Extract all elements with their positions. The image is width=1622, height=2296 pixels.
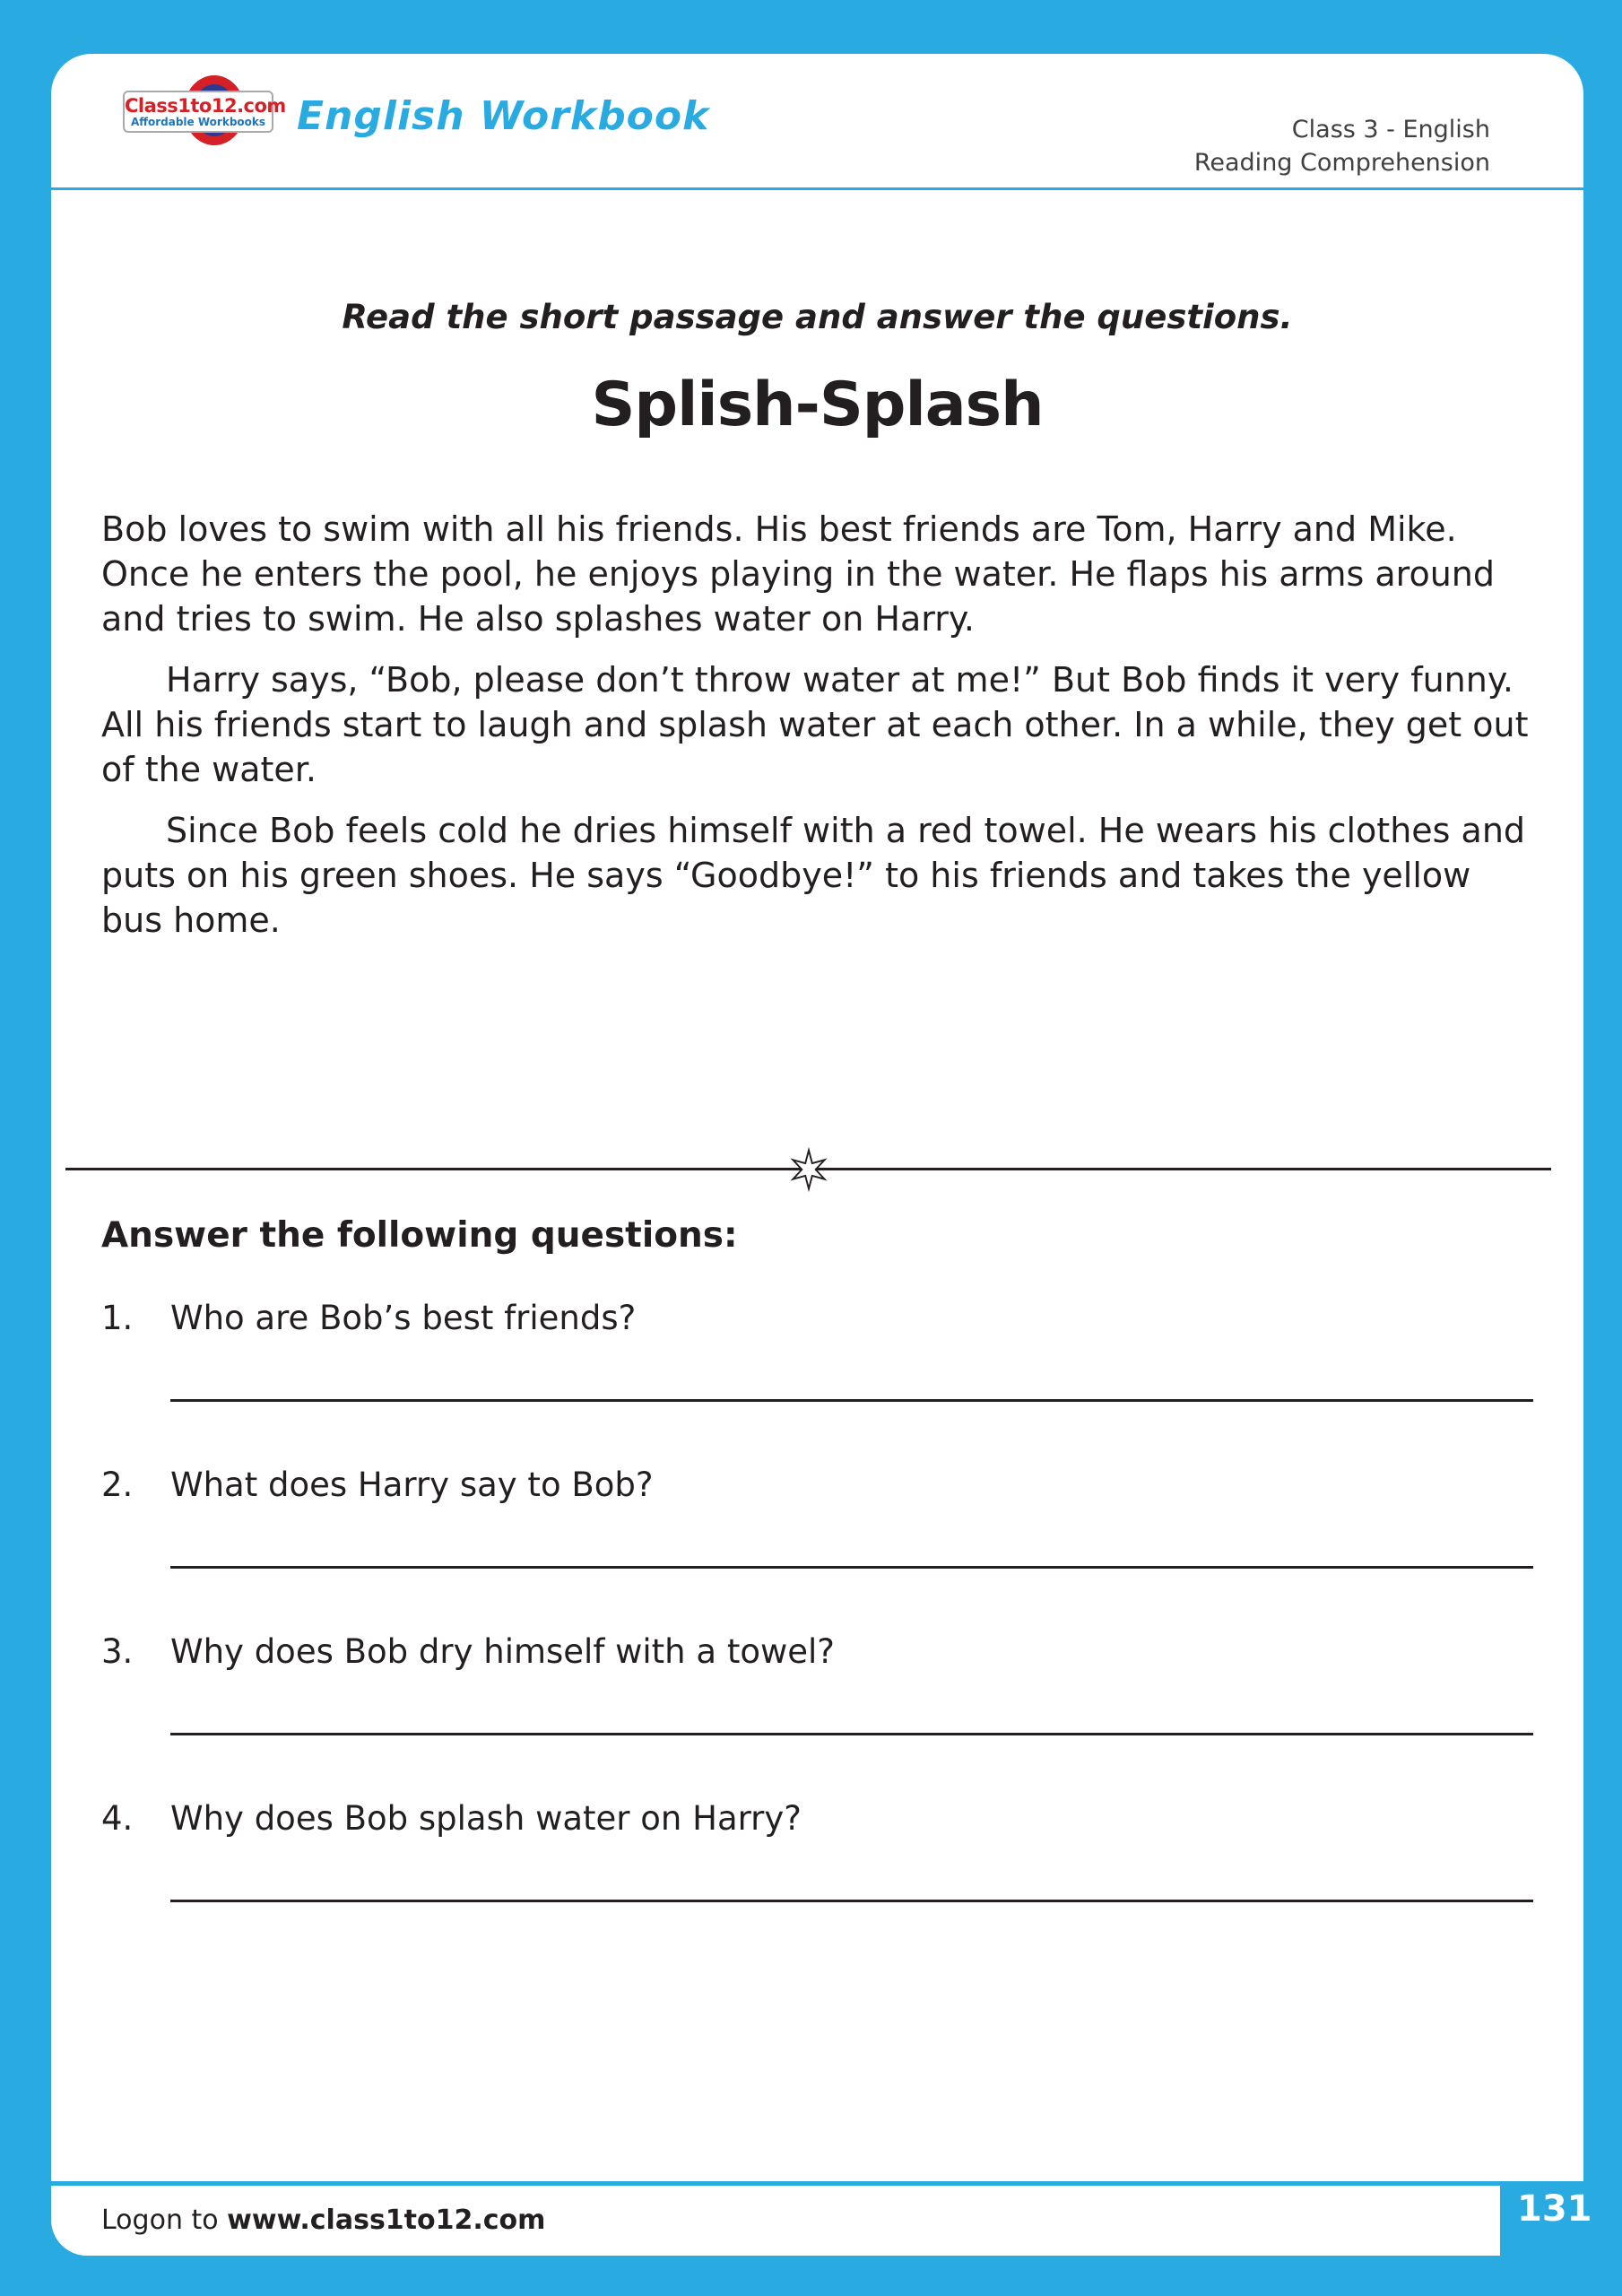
- reading-passage: [101, 507, 1533, 959]
- passage-paragraph: Bob loves to swim with all his friends. His best friends are Tom, Harry and Mike. Once he enters the pool, he enjoys playing in the water. He flaps his arms around and tries to swim. He also splashes water on Harry.: [101, 509, 1495, 639]
- passage-paragraph: Since Bob feels cold he dries himself with a red towel. He wears his clothes and puts on his green shoes. He says “Goodbye!” to his friends and takes the yellow bus home.: [101, 811, 1526, 940]
- worksheet-instruction: Read the short passage and answer the questions.: [342, 298, 1293, 336]
- question-text: Why does Bob dry himself with a towel?: [170, 1632, 835, 1671]
- content-card: [51, 54, 1583, 2181]
- page-number: 131: [1517, 2188, 1592, 2230]
- answer-line[interactable]: [170, 1733, 1533, 1735]
- star-icon: [788, 1143, 829, 1196]
- question-text: Who are Bob’s best friends?: [170, 1299, 637, 1337]
- answer-line[interactable]: [170, 1900, 1533, 1902]
- passage-title: Splish-Splash: [591, 370, 1044, 440]
- answer-line[interactable]: [170, 1566, 1533, 1569]
- answer-line[interactable]: [170, 1399, 1533, 1402]
- question-item: [101, 1296, 1533, 1402]
- header-meta: [1194, 113, 1490, 179]
- question-number: 4.: [101, 1799, 134, 1838]
- questions-list: [101, 1296, 1533, 1963]
- topic-line: Reading Comprehension: [1193, 149, 1490, 177]
- question-text: What does Harry say to Bob?: [170, 1465, 654, 1504]
- footer-link[interactable]: www.class1to12.com: [227, 2205, 546, 2236]
- page-footer: [51, 2186, 1500, 2256]
- class-subject-line: Class 3 - English: [1291, 116, 1490, 144]
- footer-prefix: Logon to: [101, 2205, 228, 2236]
- question-number: 1.: [101, 1299, 134, 1337]
- section-divider: [65, 1143, 1551, 1196]
- logo-subtitle: Affordable Workbooks: [130, 116, 266, 128]
- question-number: 3.: [101, 1632, 134, 1671]
- logo-title: Class1to12.com: [125, 95, 286, 117]
- page-header: [51, 54, 1583, 190]
- class1to12-logo: [123, 91, 286, 133]
- passage-paragraph: Harry says, “Bob, please don’t throw water at me!” But Bob finds it very funny. All his friends start to laugh and splash water at each other. In a while, they get out of the water.: [101, 660, 1529, 789]
- question-text: Why does Bob splash water on Harry?: [170, 1799, 802, 1838]
- question-item: [101, 1630, 1533, 1735]
- workbook-title: English Workbook: [297, 93, 710, 139]
- questions-heading: Answer the following questions:: [101, 1215, 738, 1256]
- question-item: [101, 1463, 1533, 1569]
- question-number: 2.: [101, 1465, 134, 1504]
- question-item: [101, 1796, 1533, 1902]
